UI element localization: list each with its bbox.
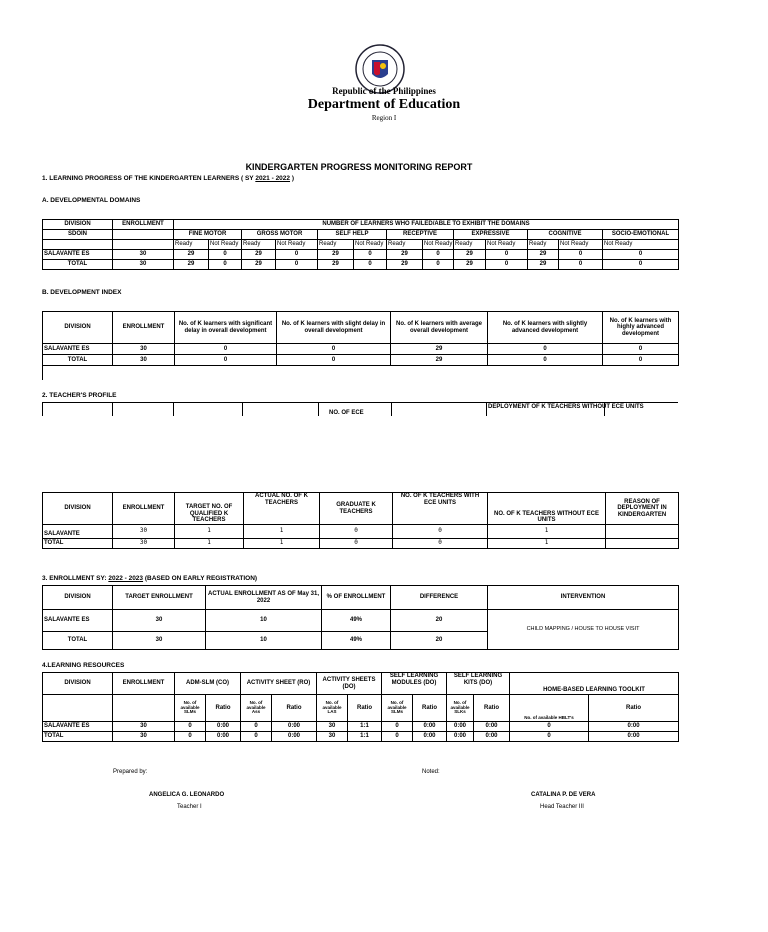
region-line: Region I — [371, 114, 397, 122]
prepared-by-title: Teacher I — [177, 804, 202, 810]
republic-line: Republic of the Philippines — [332, 86, 436, 96]
header-without-ece: NO. OF K TEACHERS WITHOUT ECE UNITS — [488, 493, 606, 525]
section-a-title: A. DEVELOPMENTAL DOMAINS — [42, 197, 141, 204]
header-enrollment: ENROLLMENT — [113, 312, 175, 344]
noted-label: Noted: — [422, 769, 440, 775]
domain-header: EXPRESSIVE — [454, 230, 528, 240]
header-slight-delay: No. of K learners with slight delay in overall development — [277, 312, 391, 344]
sub-header: No. of available HBLT's — [510, 695, 589, 722]
header-with-ece: NO. OF K TEACHERS WITH ECE UNITS — [393, 493, 488, 525]
section2-title: 2. TEACHER'S PROFILE — [42, 392, 117, 399]
intervention-value: CHILD MAPPING / HOUSE TO HOUSE VISIT — [488, 610, 679, 650]
domain-header: RECEPTIVE — [387, 230, 454, 240]
domain-header: SELF HELP — [318, 230, 387, 240]
development-index-table — [42, 311, 679, 366]
sub-header: No. of available LAS — [317, 695, 348, 722]
header-percent-enrollment: % OF ENROLLMENT — [322, 586, 391, 610]
noted-by-title: Head Teacher III — [540, 804, 584, 810]
not-ready-label: Not Ready — [559, 240, 603, 250]
domain-header: FINE MOTOR — [174, 230, 242, 240]
sub-header: No. of available SLKs — [447, 695, 474, 722]
header-actual-teachers: ACTUAL NO. OF K TEACHERS — [244, 493, 320, 525]
department-name: Department of Education — [307, 97, 461, 112]
header-actual-enrollment: ACTUAL ENROLLMENT AS OF May 31, 2022 — [206, 586, 322, 610]
fragment-no-ece: NO. OF ECE — [329, 410, 364, 416]
header-number-of-learners: NUMBER OF LEARNERS WHO FAILED/ABLE TO EXHIBIT THE DOMAINS — [174, 220, 679, 230]
header-enrollment: ENROLLMENT — [113, 673, 175, 695]
header-difference: DIFFERENCE — [391, 586, 488, 610]
prepared-by-name: ANGELICA G. LEONARDO — [149, 792, 225, 798]
sub-header: Ratio — [589, 695, 679, 722]
report-title: KINDERGARTEN PROGRESS MONITORING REPORT — [245, 162, 473, 172]
header-target-enrollment: TARGET ENROLLMENT — [113, 586, 206, 610]
not-ready-label: Not Ready — [276, 240, 318, 250]
header-division: DIVISION — [43, 673, 113, 695]
teacher-table-fragment — [42, 402, 678, 416]
enrollment-table — [42, 585, 679, 650]
header-significant-delay: No. of K learners with significant delay in overall development — [175, 312, 277, 344]
group-header: SELF LEARNING MODULES (DO) — [382, 673, 447, 695]
header-division: DIVISION — [43, 493, 113, 525]
table-row: TOTAL 30 29 0 29 0 29 0 29 0 29 0 29 0 0 — [43, 260, 679, 270]
section3-title: 3. ENROLLMENT SY: 2022 - 2023 (BASED ON EARLY REGISTRATION) — [42, 575, 258, 582]
ready-label: Ready — [242, 240, 276, 250]
group-header: ACTIVITY SHEETS (DO) — [317, 673, 382, 695]
sub-header: Ratio — [474, 695, 510, 722]
sub-header: Ratio — [272, 695, 317, 722]
section-b-title: B. DEVELOPMENT INDEX — [42, 289, 122, 296]
divider-line — [42, 366, 43, 380]
sub-header: Ratio — [413, 695, 447, 722]
header-graduate-teachers: GRADUATE K TEACHERS — [320, 493, 393, 525]
table-row: TOTAL 30 1 1 0 0 1 — [43, 539, 679, 549]
section4-title: 4.LEARNING RESOURCES — [42, 662, 125, 669]
not-ready-label: Not Ready — [354, 240, 387, 250]
header-slightly-advanced: No. of K learners with slightly advanced development — [488, 312, 603, 344]
group-header: SELF LEARNING KITS (DO) — [447, 673, 510, 695]
table-row: SALAVANTE ES 30 10 49% 20 CHILD MAPPING / HOUSE TO HOUSE VISIT — [43, 610, 679, 632]
table-row: SALAVANTE ES 30 0 0:00 0 0:00 30 1:1 0 0:00 0:00 0:00 0 0:00 — [43, 722, 679, 732]
ready-label: Ready — [318, 240, 354, 250]
header-average: No. of K learners with average overall development — [391, 312, 488, 344]
header-division: DIVISION — [43, 220, 113, 230]
learning-resources-table — [42, 672, 679, 742]
sub-header: Ratio — [348, 695, 382, 722]
ready-label: Ready — [387, 240, 423, 250]
header-intervention: INTERVENTION — [488, 586, 679, 610]
ready-label: Ready — [454, 240, 486, 250]
header-division: DIVISION — [43, 312, 113, 344]
noted-by-name: CATALINA P. DE VERA — [531, 792, 596, 798]
sub-header: Ratio — [206, 695, 241, 722]
not-ready-label: Not Ready — [423, 240, 454, 250]
header-target-teachers: TARGET NO. OF QUALIFIED K TEACHERS — [175, 493, 244, 525]
teacher-profile-table — [42, 492, 679, 549]
domain-header: COGNITIVE — [528, 230, 603, 240]
not-ready-label: Not Ready — [603, 240, 679, 250]
header-sdoin: SDOIN — [43, 230, 113, 240]
ready-label: Ready — [174, 240, 209, 250]
table-row: SALAVANTE ES 30 29 0 29 0 29 0 29 0 29 0 29 0 0 — [43, 250, 679, 260]
fragment-deployment: DEPLOYMENT OF K TEACHERS WITHOUT ECE UNITS — [488, 404, 644, 410]
header-highly-advanced: No. of K learners with highly advanced development — [603, 312, 679, 344]
section1-title: 1. LEARNING PROGRESS OF THE KINDERGARTEN LEARNERS ( SY 2021 - 2022 ) — [42, 175, 295, 182]
domain-header: GROSS MOTOR — [242, 230, 318, 240]
table-row: SALAVANTE ES 30 0 0 29 0 0 — [43, 344, 679, 355]
table-row: TOTAL 30 0 0:00 0 0:00 30 1:1 0 0:00 0:00 0:00 0 0:00 — [43, 732, 679, 742]
sub-header: No. of available SLMs — [382, 695, 413, 722]
group-header: ADM-SLM (CO) — [175, 673, 241, 695]
table-row: TOTAL 30 10 49% 20 — [43, 632, 679, 650]
prepared-by-label: Prepared by: — [113, 769, 148, 775]
table-row: SALAVANTE 30 1 1 0 0 1 — [43, 525, 679, 539]
header-enrollment: ENROLLMENT — [113, 493, 175, 525]
domain-header: SOCIO-EMOTIONAL — [603, 230, 679, 240]
group-header: HOME-BASED LEARNING TOOLKIT — [510, 673, 679, 695]
sub-header: No. of available Ass — [241, 695, 272, 722]
ready-label: Ready — [528, 240, 559, 250]
header-enrollment-blank — [113, 230, 174, 240]
developmental-domains-table — [42, 219, 679, 270]
header-division: DIVISION — [43, 586, 113, 610]
table-row: TOTAL 30 0 0 29 0 0 — [43, 355, 679, 366]
header-reason: REASON OF DEPLOYMENT IN KINDERGARTEN — [606, 493, 679, 525]
not-ready-label: Not Ready — [486, 240, 528, 250]
group-header: ACTIVITY SHEET (RO) — [241, 673, 317, 695]
header-enrollment: ENROLLMENT — [113, 220, 174, 230]
not-ready-label: Not Ready — [209, 240, 242, 250]
sub-header: No. of available SLMs — [175, 695, 206, 722]
